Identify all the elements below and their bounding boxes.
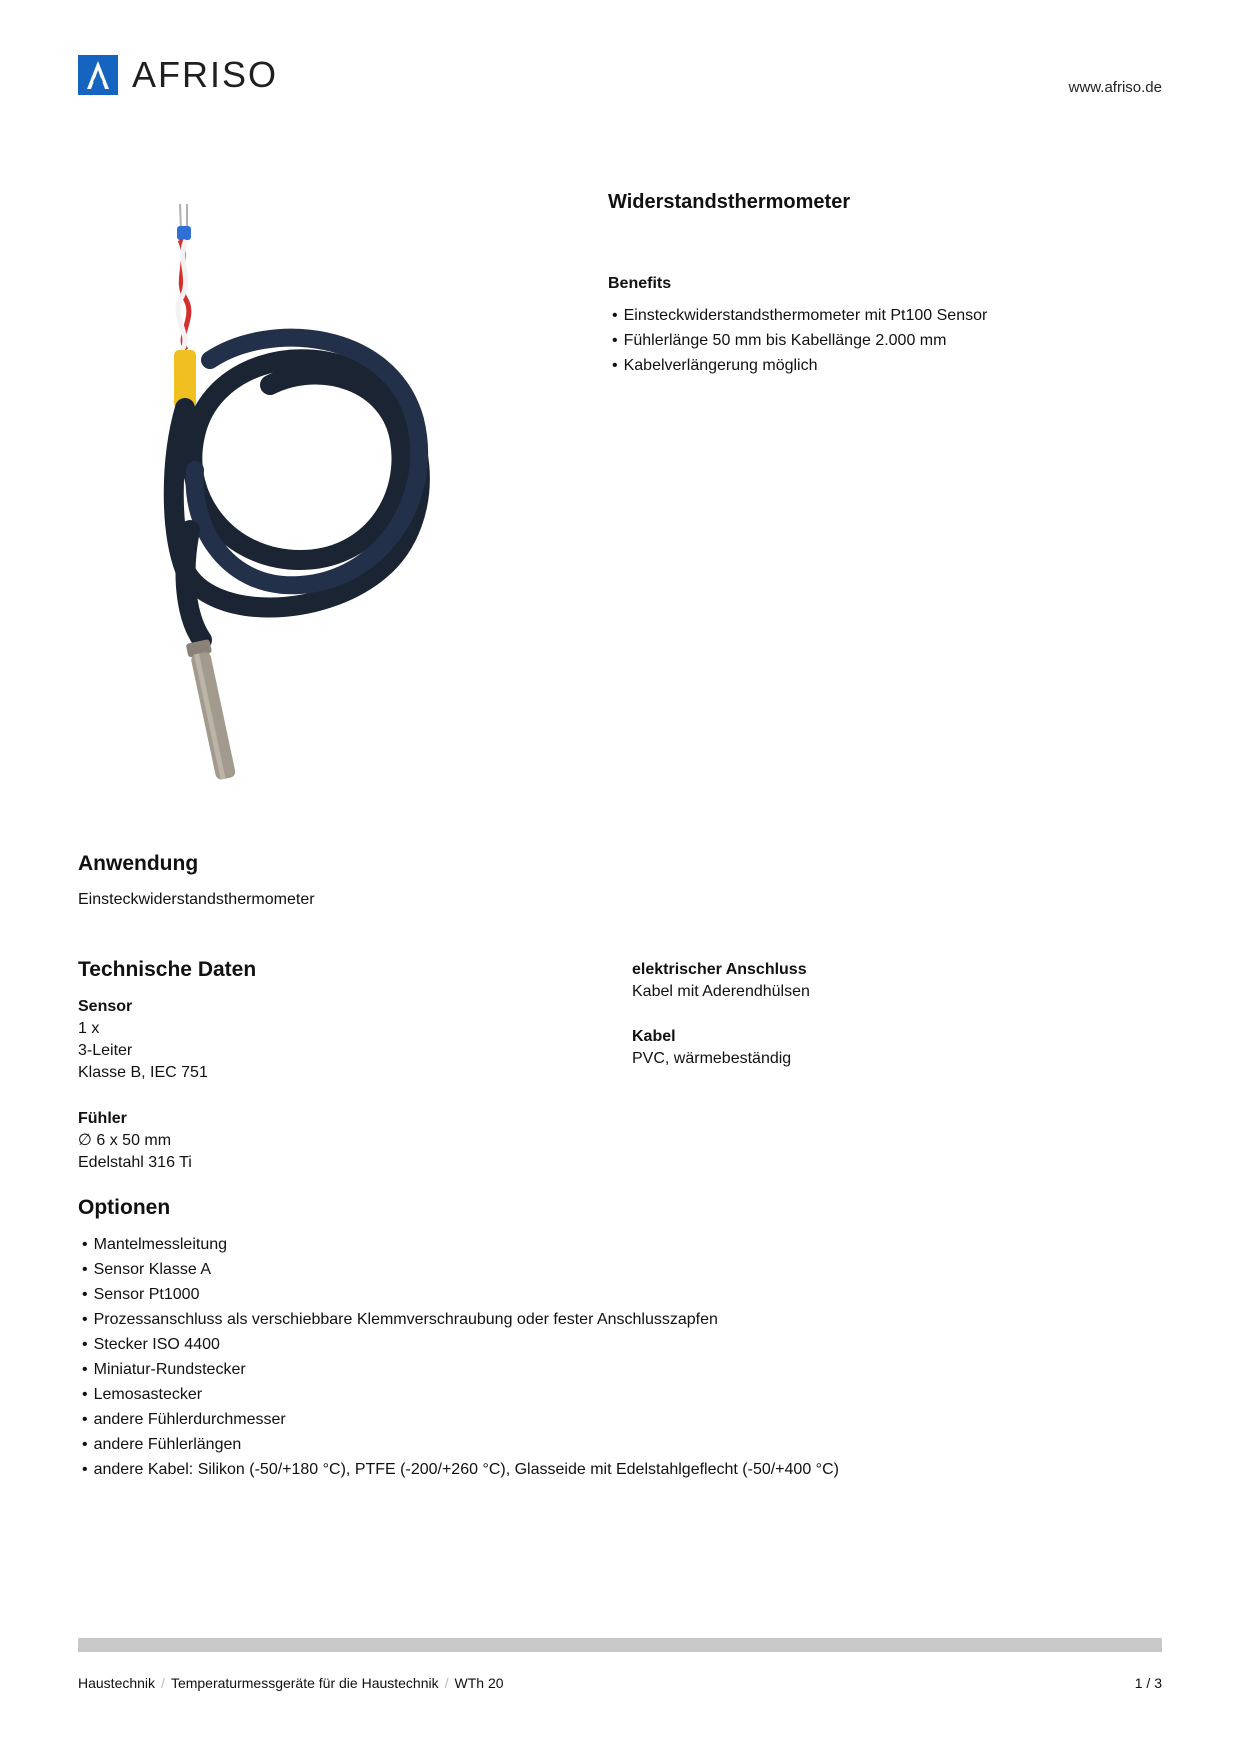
list-item: • Sensor Klasse A [82, 1257, 839, 1282]
spec-value: 3-Leiter [78, 1042, 133, 1059]
list-item: • andere Fühlerdurchmesser [82, 1407, 839, 1432]
page-number: 1 / 3 [1134, 1675, 1162, 1691]
afriso-logo [78, 54, 278, 96]
list-item: • Prozessanschluss als verschiebbare Klemmverschraubung oder fester Anschlusszapfen [82, 1307, 839, 1332]
spec-value: Kabel mit Aderendhülsen [632, 983, 810, 1000]
list-item: • andere Kabel: Silikon (-50/+180 °C), PTFE (-200/+260 °C), Glasseide mit Edelstahlgeflecht (-50/+400 °C) [82, 1457, 839, 1482]
technische-daten-heading: Technische Daten [78, 958, 257, 981]
breadcrumb-item[interactable]: Temperaturmessgeräte für die Haustechnik [170, 1675, 439, 1691]
spec-value: 1 x [78, 1020, 100, 1037]
footer-divider-bar [78, 1638, 1162, 1652]
kabel-spec [632, 1026, 791, 1070]
list-item: • Mantelmessleitung [82, 1232, 839, 1257]
breadcrumb-separator: / [444, 1675, 449, 1691]
breadcrumb-item[interactable]: Haustechnik [78, 1675, 156, 1691]
anwendung-text: Einsteckwiderstandsthermometer [78, 891, 315, 908]
brand-name: AFRISO [132, 54, 279, 95]
list-item: • Fühlerlänge 50 mm bis Kabellänge 2.000 mm [612, 328, 987, 353]
list-item: • andere Fühlerlängen [82, 1432, 839, 1457]
product-image [150, 200, 500, 780]
anschluss-spec [632, 959, 810, 1003]
optionen-heading: Optionen [78, 1196, 171, 1219]
breadcrumb [78, 1675, 504, 1691]
benefits-list [612, 303, 987, 378]
spec-value: Edelstahl 316 Ti [78, 1154, 192, 1171]
list-item: • Lemosastecker [82, 1382, 839, 1407]
spec-value: ∅ 6 x 50 mm [78, 1132, 172, 1149]
spec-label: Fühler [78, 1110, 127, 1127]
anwendung-heading: Anwendung [78, 852, 199, 875]
list-item: • Kabelverlängerung möglich [612, 353, 987, 378]
spec-label: Sensor [78, 998, 133, 1015]
product-title: Widerstandsthermometer [608, 191, 851, 213]
spec-label: Kabel [632, 1028, 676, 1045]
list-item: • Stecker ISO 4400 [82, 1332, 839, 1357]
breadcrumb-separator: / [161, 1675, 165, 1691]
spec-value: Klasse B, IEC 751 [78, 1064, 208, 1081]
spec-label: elektrischer Anschluss [632, 961, 807, 978]
list-item: • Einsteckwiderstandsthermometer mit Pt100 Sensor [612, 303, 987, 328]
optionen-list [82, 1232, 839, 1482]
breadcrumb-item[interactable]: WTh 20 [454, 1675, 504, 1691]
benefits-heading: Benefits [608, 275, 672, 292]
list-item: • Sensor Pt1000 [82, 1282, 839, 1307]
afriso-logo-icon [78, 55, 118, 95]
sensor-spec [78, 996, 208, 1084]
spec-value: PVC, wärmebeständig [632, 1050, 792, 1067]
fuehler-spec [78, 1108, 192, 1174]
list-item: • Miniatur-Rundstecker [82, 1357, 839, 1382]
site-url[interactable]: www.afriso.de [1068, 79, 1162, 96]
